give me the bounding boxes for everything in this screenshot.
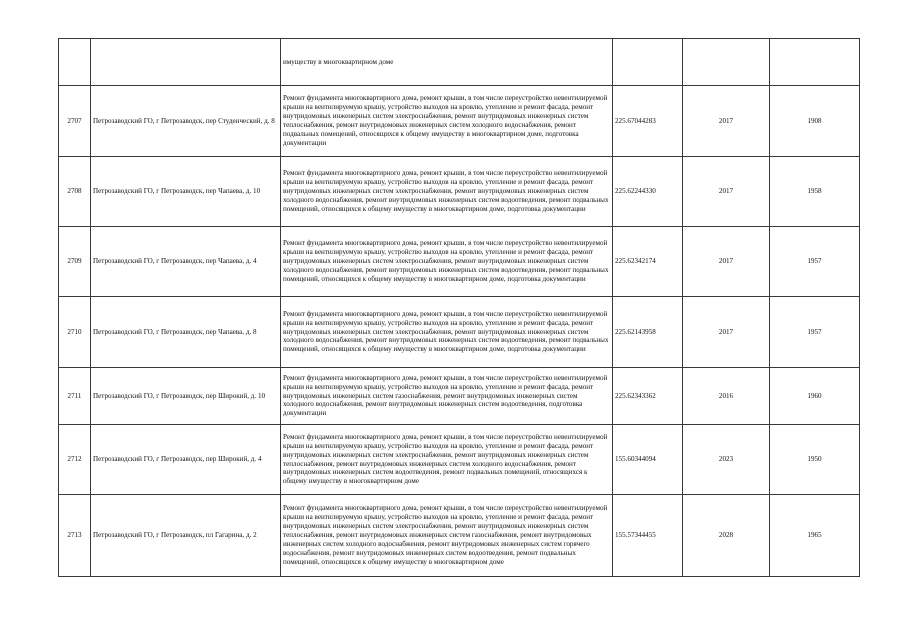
cost-cell: 155.57344455 bbox=[613, 495, 683, 577]
row-number: 2709 bbox=[59, 227, 91, 297]
works-cell: Ремонт фундамента многоквартирного дома, ремонт крыши, в том числе переустройство невентилируемой крыши на вентилируемую крышу, устройство выходов на кровлю, утепление и ремонт фасада, ремонт внутридомовых инженерных систем газоснабжения, ремонт внутридомовых инженерных систем холодного водоснабжения, ремонт внутридомовых инженерных систем водоотведения, подготовка документации bbox=[281, 368, 613, 425]
planned-year-cell: 2028 bbox=[683, 495, 770, 577]
row-number: 2712 bbox=[59, 425, 91, 495]
cost-cell bbox=[613, 39, 683, 86]
cost-cell: 225.62143958 bbox=[613, 297, 683, 368]
table-row bbox=[59, 86, 860, 157]
cost-cell: 225.62342174 bbox=[613, 227, 683, 297]
table-row bbox=[59, 39, 860, 86]
build-year-cell: 1957 bbox=[770, 227, 860, 297]
planned-year-cell: 2017 bbox=[683, 297, 770, 368]
address-cell: Петрозаводский ГО, г Петрозаводск, пер Широкий, д. 4 bbox=[91, 425, 281, 495]
capital-repair-table bbox=[58, 38, 860, 577]
build-year-cell: 1960 bbox=[770, 368, 860, 425]
planned-year-cell: 2017 bbox=[683, 227, 770, 297]
planned-year-cell: 2017 bbox=[683, 157, 770, 227]
build-year-cell: 1908 bbox=[770, 86, 860, 157]
table-row bbox=[59, 495, 860, 577]
build-year-cell: 1965 bbox=[770, 495, 860, 577]
planned-year-cell bbox=[683, 39, 770, 86]
works-cell: имуществу в многоквартирном доме bbox=[281, 39, 613, 86]
build-year-cell: 1957 bbox=[770, 297, 860, 368]
planned-year-cell: 2016 bbox=[683, 368, 770, 425]
address-cell: Петрозаводский ГО, г Петрозаводск, пер Широкий, д. 10 bbox=[91, 368, 281, 425]
works-cell: Ремонт фундамента многоквартирного дома, ремонт крыши, в том числе переустройство невентилируемой крыши на вентилируемую крышу, устройство выходов на кровлю, утепление и ремонт фасада, ремонт внутридомовых инженерных систем электроснабжения, ремонт внутридомовых инженерных систем холодного водоснабжения, ремонт внутридомовых инженерных систем водоотведения, ремонт подвальных помещений, относящихся к общему имуществу в многоквартирном доме, подготовка документации bbox=[281, 297, 613, 368]
planned-year-cell: 2023 bbox=[683, 425, 770, 495]
cost-cell: 155.60344094 bbox=[613, 425, 683, 495]
address-cell: Петрозаводский ГО, г Петрозаводск, пер Чапаева, д. 8 bbox=[91, 297, 281, 368]
planned-year-cell: 2017 bbox=[683, 86, 770, 157]
table-row bbox=[59, 297, 860, 368]
row-number: 2713 bbox=[59, 495, 91, 577]
build-year-cell: 1950 bbox=[770, 425, 860, 495]
build-year-cell bbox=[770, 39, 860, 86]
address-cell: Петрозаводский ГО, г Петрозаводск, пер Чапаева, д. 4 bbox=[91, 227, 281, 297]
works-cell: Ремонт фундамента многоквартирного дома, ремонт крыши, в том числе переустройство невентилируемой крыши на вентилируемую крышу, устройство выходов на кровлю, утепление и ремонт фасада, ремонт внутридомовых инженерных систем электроснабжения, ремонт внутридомовых инженерных систем теплоснабжения, ремонт внутридомовых инженерных систем холодного водоснабжения, ремонт внутридомовых инженерных систем водоотведения, ремонт подвальных помещений, относящихся к общему имуществу в многоквартирном доме bbox=[281, 425, 613, 495]
works-cell: Ремонт фундамента многоквартирного дома, ремонт крыши, в том числе переустройство невентилируемой крыши на вентилируемую крышу, устройство выходов на кровлю, утепление и ремонт фасада, ремонт внутридомовых инженерных систем электроснабжения, ремонт внутридомовых инженерных систем теплоснабжения, ремонт внутридомовых инженерных систем холодного водоснабжения, ремонт подвальных помещений, относящихся к общему имуществу в многоквартирном доме, подготовка документации bbox=[281, 86, 613, 157]
table-row bbox=[59, 157, 860, 227]
address-cell: Петрозаводский ГО, г Петрозаводск, пл Гагарина, д. 2 bbox=[91, 495, 281, 577]
table-row bbox=[59, 227, 860, 297]
address-cell bbox=[91, 39, 281, 86]
table-row bbox=[59, 425, 860, 495]
cost-cell: 225.67044283 bbox=[613, 86, 683, 157]
cost-cell: 225.62343362 bbox=[613, 368, 683, 425]
cost-cell: 225.62244330 bbox=[613, 157, 683, 227]
row-number: 2708 bbox=[59, 157, 91, 227]
works-cell: Ремонт фундамента многоквартирного дома, ремонт крыши, в том числе переустройство невентилируемой крыши на вентилируемую крышу, устройство выходов на кровлю, утепление и ремонт фасада, ремонт внутридомовых инженерных систем электроснабжения, ремонт внутридомовых инженерных систем холодного водоснабжения, ремонт внутридомовых инженерных систем водоотведения, ремонт подвальных помещений, относящихся к общему имуществу в многоквартирном доме, подготовка документации bbox=[281, 157, 613, 227]
table-row bbox=[59, 368, 860, 425]
row-number bbox=[59, 39, 91, 86]
address-cell: Петрозаводский ГО, г Петрозаводск, пер Студенческий, д. 8 bbox=[91, 86, 281, 157]
works-cell: Ремонт фундамента многоквартирного дома, ремонт крыши, в том числе переустройство невентилируемой крыши на вентилируемую крышу, устройство выходов на кровлю, утепление и ремонт фасада, ремонт внутридомовых инженерных систем электроснабжения, ремонт внутридомовых инженерных систем холодного водоснабжения, ремонт внутридомовых инженерных систем водоотведения, ремонт подвальных помещений, относящихся к общему имуществу в многоквартирном доме, подготовка документации bbox=[281, 227, 613, 297]
row-number: 2711 bbox=[59, 368, 91, 425]
address-cell: Петрозаводский ГО, г Петрозаводск, пер Чапаева, д. 10 bbox=[91, 157, 281, 227]
row-number: 2707 bbox=[59, 86, 91, 157]
row-number: 2710 bbox=[59, 297, 91, 368]
build-year-cell: 1958 bbox=[770, 157, 860, 227]
works-cell: Ремонт фундамента многоквартирного дома, ремонт крыши, в том числе переустройство невентилируемой крыши на вентилируемую крышу, устройство выходов на кровлю, утепление и ремонт фасада, ремонт внутридомовых инженерных систем электроснабжения, ремонт внутридомовых инженерных систем теплоснабжения, ремонт внутридомовых инженерных систем газоснабжения, ремонт внутридомовых инженерных систем холодного водоснабжения, ремонт внутридомовых инженерных систем горячего водоснабжения, ремонт внутридомовых инженерных систем водоотведения, ремонт подвальных помещений, относящихся к общему имуществу в многоквартирном доме bbox=[281, 495, 613, 577]
